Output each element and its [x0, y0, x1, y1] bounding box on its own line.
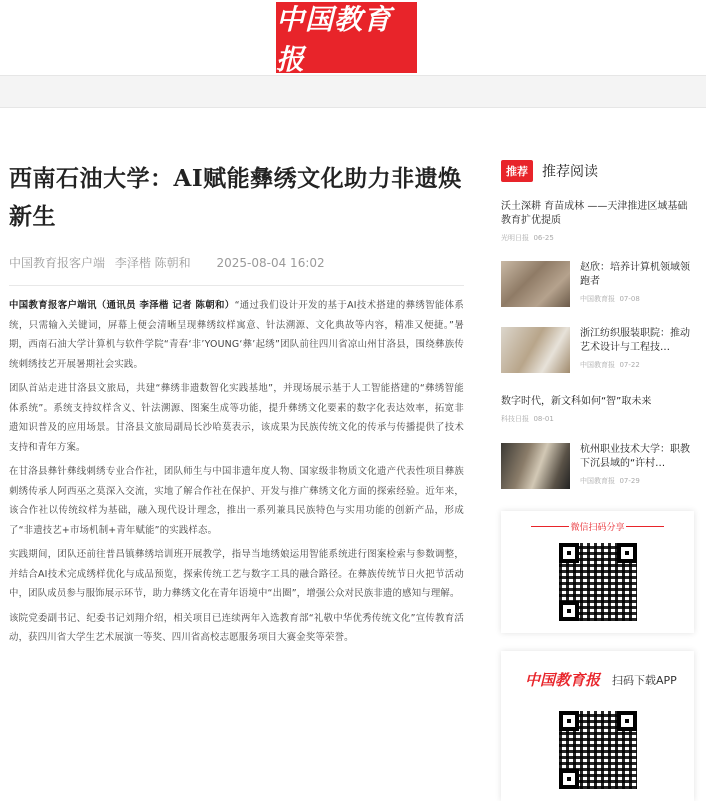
app-logo: 中国教育报 — [525, 671, 601, 689]
article-date: 2025-08-04 16:02 — [216, 256, 325, 270]
paragraph-text: 在甘洛县彝针彝线刺绣专业合作社，团队师生与中国非遗年度人物、国家级非物质文化遗产代表性项目彝族刺绣传承人阿西巫之莫深入交流，实地了解合作社在保护、开发与推广彝绣文化方面的探索经验。近年来，该合作社以传统纹样为基础，融入现代设计理念，推出一系列兼具民族特色与实用功能的创新产品，形成了“非遗技艺+市场机制+青年赋能”的实践样态。 — [9, 466, 464, 536]
paragraph-text: 实践期间，团队还前往普昌镇彝绣培训班开展教学，指导当地绣娘运用智能系统进行图案检索与参数调整，并结合AI技术完成绣样优化与成品预览，探索传统工艺与数字工具的融合路径。在彝族传统节日火把节活动中，团队成员参与服饰展示环节，助力彝绣文化在青年语境中“出圈”，增强公众对民族非遗的感知与理解。 — [9, 549, 464, 599]
article-authors: 李泽楷 陈朝和 — [114, 256, 191, 270]
app-download-row — [501, 669, 694, 690]
recommend-item[interactable] — [501, 395, 697, 424]
recommend-item-thumbnail[interactable] — [501, 261, 570, 307]
site-header — [0, 0, 706, 75]
article-paragraph — [9, 379, 464, 457]
recommend-header — [501, 160, 697, 182]
app-download-card — [501, 651, 694, 801]
recommend-item-meta: 中国教育报 07-08 — [580, 295, 640, 303]
app-download-label: 扫码下载APP — [612, 673, 677, 687]
article-paragraph — [9, 296, 464, 374]
paragraph-text: 团队首站走进甘洛县文旅局，共建“彝绣非遗数智化实践基地”，并现场展示基于人工智能搭建的“彝绣智能体系统”。系统支持纹样含义、针法溯源、图案生成等功能，提升彝绣文化要素的数字化表达效率，拓宽非遗知识普及的应用场景。甘洛县文旅局副局长沙哈莫表示，该成果为民族传统文化的传承与传播提供了技术支持和青年方案。 — [9, 383, 464, 453]
wechat-share-qr-code — [557, 541, 639, 623]
recommend-item-thumbnail[interactable] — [501, 327, 570, 373]
article-source: 中国教育报客户端 — [9, 256, 106, 270]
recommend-item[interactable] — [501, 443, 697, 489]
wechat-share-card — [501, 511, 694, 633]
article — [9, 160, 464, 653]
site-logo[interactable] — [276, 2, 417, 76]
article-paragraph — [9, 462, 464, 540]
recommend-item-title[interactable]: 浙江纺织服装职院：推动艺术设计与工程技… — [580, 328, 690, 353]
article-paragraph — [9, 545, 464, 604]
paragraph-text: “通过我们设计开发的基于AI技术搭建的彝绣智能体系统，只需输入关键词，屏幕上便会清晰呈现彝绣纹样寓意、针法溯源、文化典故等内容，精准又便捷。”暑期，西南石油大学计算机与软件学院“青春‘非’YOUNG‘彝’起绣”团队前往四川省凉山州甘洛县，围绕彝族传统刺绣技艺开展暑期社会实践。 — [9, 300, 464, 370]
article-paragraph — [9, 609, 464, 648]
recommend-item-title[interactable]: 沃土深耕 育苗成林 ——天津推进区域基础教育扩优提质 — [501, 201, 688, 226]
recommend-item-title[interactable]: 赵欣：培养计算机领域领跑者 — [580, 262, 690, 287]
recommend-item-thumbnail[interactable] — [501, 443, 570, 489]
recommend-item-meta: 科技日报 08-01 — [501, 415, 554, 423]
site-logo-text: 中国教育报 — [276, 2, 393, 76]
article-title: 西南石油大学：AI赋能彝绣文化助力非遗焕新生 — [9, 165, 462, 230]
recommend-title: 推荐阅读 — [542, 164, 598, 180]
recommend-item-title[interactable]: 杭州职业技术大学：职教下沉县域的“许村… — [580, 444, 690, 469]
nav-bar — [0, 75, 706, 108]
recommend-badge: 推荐 — [501, 160, 533, 182]
recommend-item-meta: 光明日报 06-25 — [501, 234, 554, 242]
recommend-sidebar — [501, 160, 697, 485]
paragraph-text: 该院党委副书记、纪委书记刘翔介绍，相关项目已连续两年入选教育部“礼敬中华优秀传统文化”宣传教育活动，获四川省大学生艺术展演一等奖、四川省高校志愿服务项目大赛金奖等荣誉。 — [9, 612, 464, 643]
recommend-item-title[interactable]: 数字时代，新文科如何“智”取未来 — [501, 396, 652, 407]
wechat-share-label: 微信扫码分享 — [501, 520, 694, 533]
article-body — [9, 296, 464, 648]
recommend-item[interactable] — [501, 200, 697, 243]
app-download-qr-code — [557, 709, 639, 791]
recommend-item[interactable] — [501, 327, 697, 373]
paragraph-lead: 中国教育报客户端讯（通讯员 李泽楷 记者 陈朝和） — [9, 300, 235, 311]
recommend-item-meta: 中国教育报 07-22 — [580, 361, 640, 369]
article-divider — [9, 285, 464, 286]
recommend-item[interactable] — [501, 261, 697, 307]
recommend-item-meta: 中国教育报 07-29 — [580, 477, 640, 485]
article-meta — [9, 254, 464, 271]
